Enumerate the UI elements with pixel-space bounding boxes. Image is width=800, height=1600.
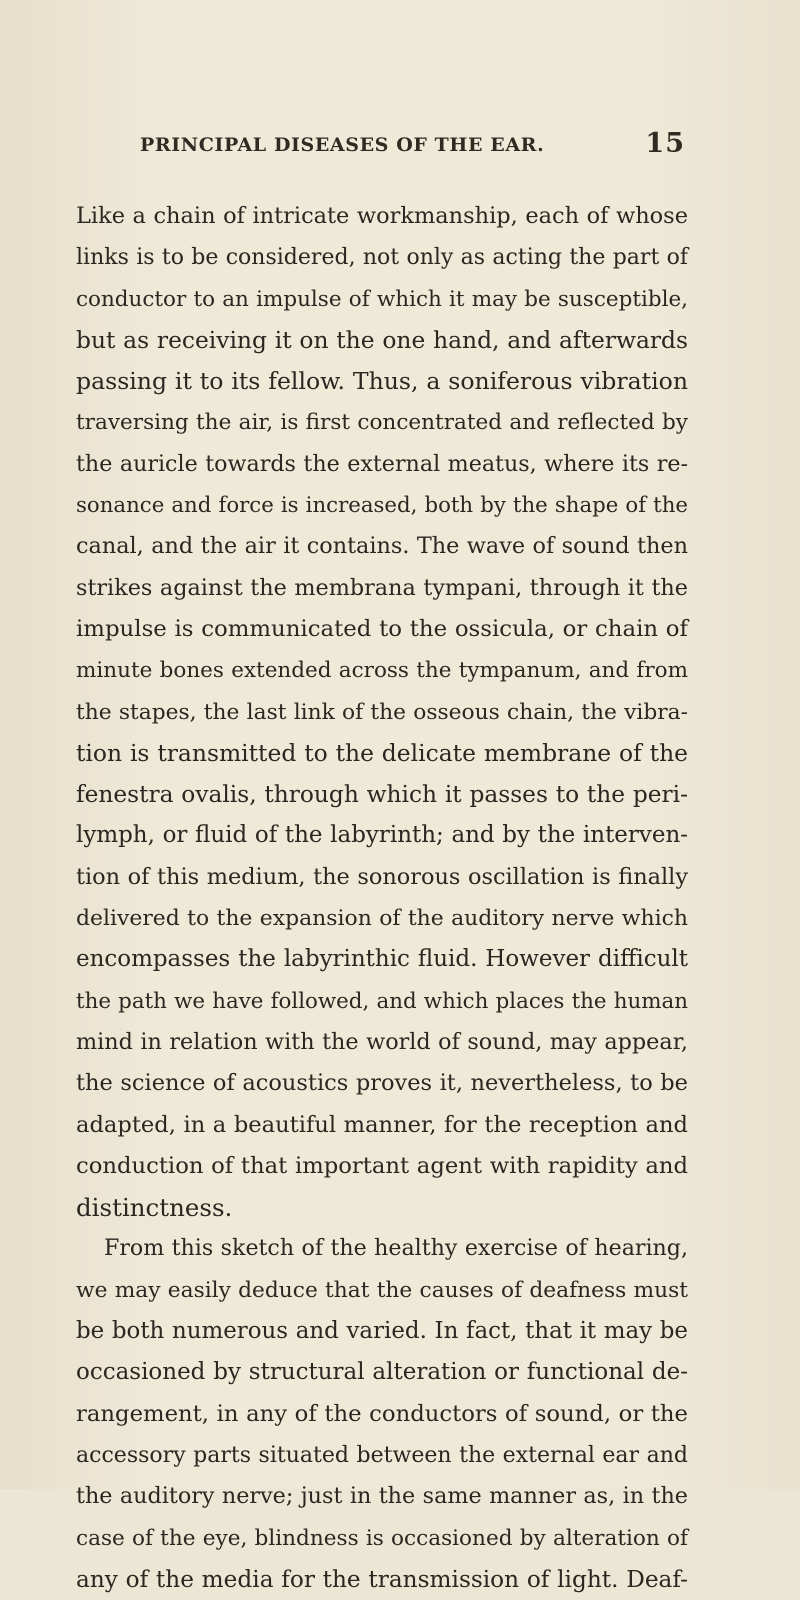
text-line: delivered to the expansion of the auditory nerve which [76, 906, 688, 932]
text-line: minute bones extended across the tympanum, and from [76, 658, 688, 684]
text-line: the path we have followed, and which places the human [76, 988, 688, 1014]
text-line: fenestra ovalis, through which it passes to the peri- [76, 781, 688, 809]
running-head [140, 128, 685, 162]
text-line: Like a chain of intricate workmanship, each of whose [76, 203, 688, 229]
text-line: rangement, in any of the conductors of sound, or the [76, 1400, 688, 1427]
text-line: conduction of that important agent with rapidity and [76, 1152, 688, 1179]
text-line: the science of acoustics proves it, nevertheless, to be [76, 1070, 688, 1097]
text-line: we may easily deduce that the causes of deafness must [76, 1277, 688, 1303]
text-line: any of the media for the transmission of light. Deaf- [76, 1565, 688, 1593]
text-line: impulse is communicated to the ossicula, or chain of [76, 615, 688, 642]
text-line: passing it to its fellow. Thus, a soniferous vibration [76, 367, 688, 396]
text-line: accessory parts situated between the external ear and [76, 1442, 688, 1468]
text-line: the auditory nerve; just in the same manner as, in the [76, 1483, 688, 1510]
paragraph-start-line: From this sketch of the healthy exercise of hearing, [104, 1235, 688, 1262]
text-line: adapted, in a beautiful manner, for the reception and [76, 1111, 688, 1138]
text-line: conductor to an impulse of which it may be susceptible, [76, 286, 688, 312]
text-line: the stapes, the last link of the osseous chain, the vibra- [76, 699, 688, 725]
text-line: be both numerous and varied. In fact, that it may be [76, 1318, 688, 1345]
text-line: traversing the air, is first concentrated and reflected by [76, 410, 688, 436]
text-line: strikes against the membrana tympani, through it the [76, 574, 688, 601]
text-line: encompasses the labyrinthic fluid. However difficult [76, 946, 688, 973]
text-line: tion is transmitted to the delicate membrane of the [76, 738, 688, 767]
paragraph-end-line: distinctness. [76, 1193, 233, 1223]
page-number: 15 [645, 128, 685, 159]
text-line: mind in relation with the world of sound, may appear, [76, 1028, 688, 1055]
text-line: occasioned by structural alteration or functional de- [76, 1359, 688, 1386]
text-line: case of the eye, blindness is occasioned by alteration of [76, 1525, 688, 1551]
running-title: PRINCIPAL DISEASES OF THE EAR. [140, 134, 545, 156]
text-line: the auricle towards the external meatus, where its re- [76, 450, 688, 477]
text-line: sonance and force is increased, both by the shape of the [76, 493, 688, 519]
text-line: lymph, or fluid of the labyrinth; and by the interven- [76, 822, 688, 849]
text-line: but as receiving it on the one hand, and afterwards [76, 325, 688, 354]
text-line: tion of this medium, the sonorous oscillation is finally [76, 863, 688, 890]
text-line: links is to be considered, not only as acting the part of [76, 245, 688, 271]
body-text [76, 196, 688, 1600]
text-line: canal, and the air it contains. The wave of sound then [76, 533, 688, 560]
